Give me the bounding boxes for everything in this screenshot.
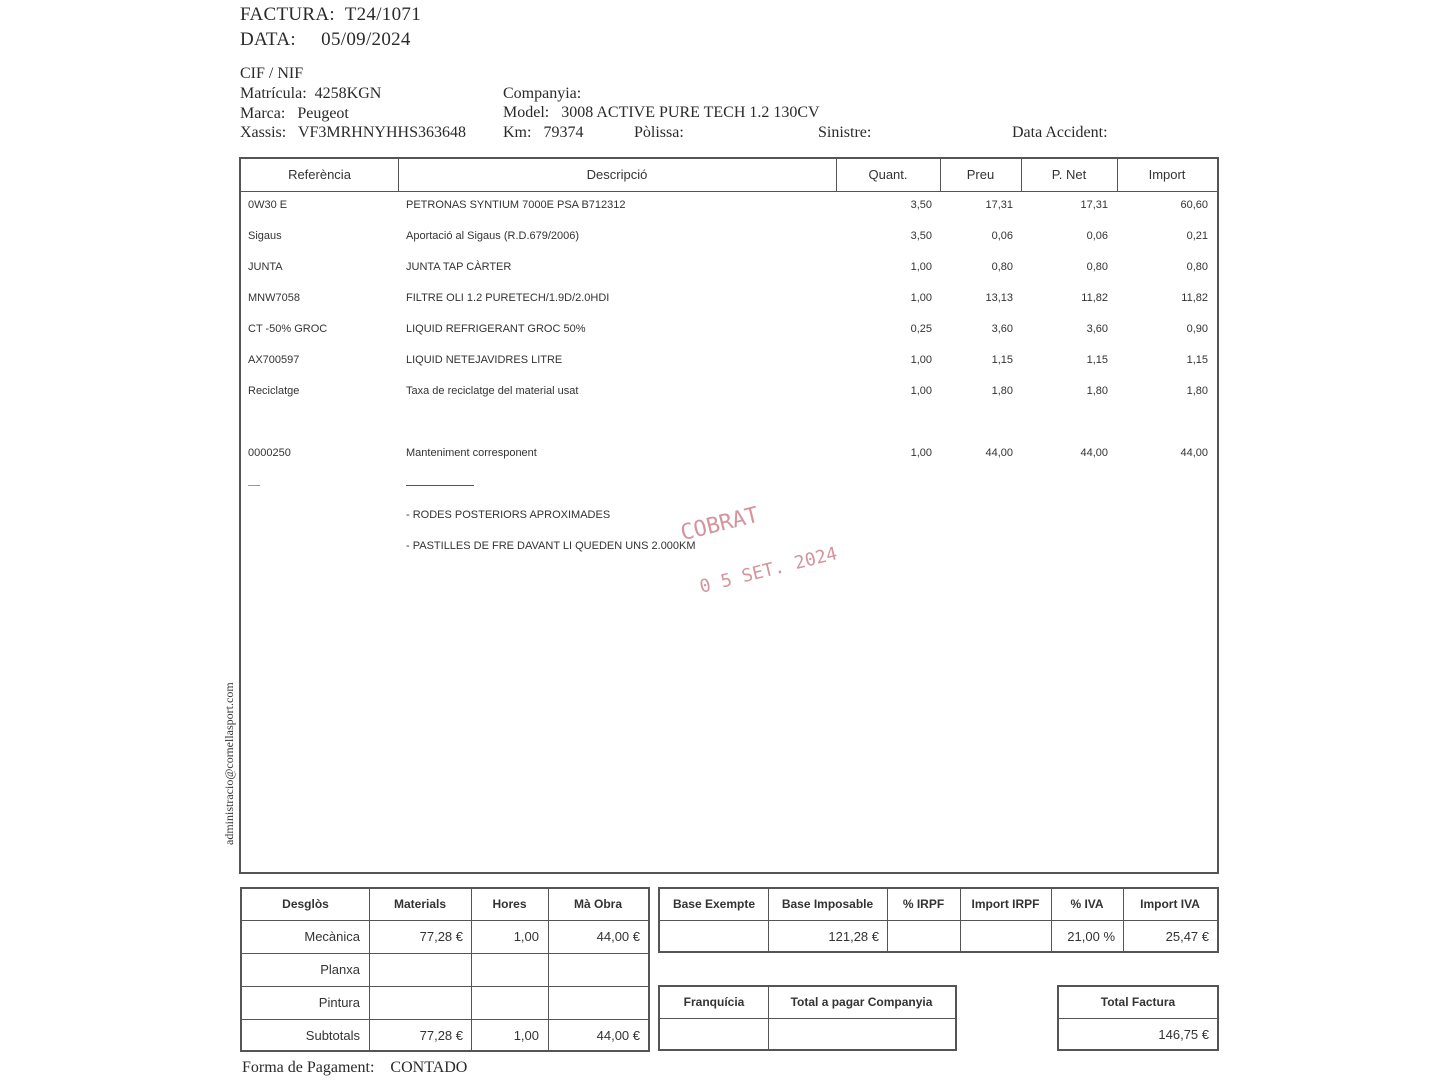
- row-pnet: 0,80: [1086, 261, 1108, 273]
- breakdown-table: [240, 887, 650, 1052]
- marca-label: Marca:: [240, 105, 286, 122]
- paid-stamp: COBRAT: [678, 502, 762, 547]
- row-quant: 1,00: [910, 292, 932, 304]
- row-preu: 0,06: [991, 230, 1013, 242]
- row-pnet: 0,06: [1086, 230, 1108, 242]
- col-divider: [471, 889, 472, 1050]
- row-quant: 1,00: [910, 385, 932, 397]
- row-divider: [242, 920, 648, 921]
- row-quant: 3,50: [910, 230, 932, 242]
- row-ref: 0000250: [248, 447, 291, 459]
- note-line: - RODES POSTERIORS APROXIMADES: [406, 509, 611, 521]
- row-ref: CT -50% GROC: [248, 323, 328, 335]
- payment-label: Forma de Pagament:: [242, 1059, 375, 1076]
- breakdown-hores: 1,00: [513, 929, 539, 944]
- row-import: 1,15: [1186, 354, 1208, 366]
- breakdown-header: Hores: [492, 897, 527, 911]
- xassis: [240, 124, 466, 142]
- divider-line: [248, 485, 260, 486]
- breakdown-label: Pintura: [318, 995, 360, 1010]
- factura-number: T24/1071: [344, 4, 422, 25]
- col-divider: [548, 889, 549, 1050]
- row-import: 11,82: [1181, 292, 1208, 304]
- xassis-label: Xassis:: [240, 124, 287, 141]
- row-desc: Taxa de reciclatge del material usat: [406, 385, 579, 397]
- data-accident-label: Data Accident:: [1012, 124, 1108, 141]
- taxes-table: [658, 887, 1219, 953]
- row-desc: JUNTA TAP CÀRTER: [406, 261, 512, 273]
- breakdown-ma-obra: 44,00 €: [596, 929, 640, 944]
- header-pnet: P. Net: [1051, 167, 1087, 182]
- row-desc: LIQUID NETEJAVIDRES LITRE: [406, 354, 563, 366]
- row-desc: PETRONAS SYNTIUM 7000E PSA B712312: [406, 199, 626, 211]
- row-preu: 0,80: [991, 261, 1013, 273]
- tax-header: Import IRPF: [971, 897, 1040, 911]
- matricula: [240, 85, 381, 103]
- payment-method: [242, 1059, 467, 1077]
- row-pnet: 1,80: [1086, 385, 1108, 397]
- row-ref: AX700597: [248, 354, 300, 366]
- base-imposable-value: 121,28 €: [828, 929, 879, 944]
- factura-label: FACTURA:: [240, 4, 335, 25]
- breakdown-ma-obra: 44,00 €: [596, 1028, 640, 1043]
- row-desc: Aportació al Sigaus (R.D.679/2006): [406, 230, 580, 242]
- marca-value: Peugeot: [297, 105, 349, 122]
- tax-header: % IRPF: [902, 897, 945, 911]
- franquicia-header: Franquícia: [683, 995, 745, 1009]
- row-quant: 3,50: [910, 199, 932, 211]
- payment-value: CONTADO: [390, 1059, 468, 1076]
- row-import: 1,80: [1186, 385, 1208, 397]
- breakdown-label: Mecànica: [304, 929, 360, 944]
- polissa-label: Pòlissa:: [634, 124, 684, 141]
- row-desc: Manteniment corresponent: [406, 447, 537, 459]
- tax-header: Base Exempte: [672, 897, 756, 911]
- row-import: 0,21: [1186, 230, 1208, 242]
- row-divider: [242, 953, 648, 954]
- row-quant: 1,00: [910, 447, 932, 459]
- row-preu: 17,31: [985, 199, 1013, 211]
- row-import: 0,90: [1186, 323, 1208, 335]
- header-descripcio: Descripció: [586, 167, 648, 182]
- col-divider: [369, 889, 370, 1050]
- header-preu: Preu: [966, 167, 995, 182]
- row-preu: 1,80: [991, 385, 1013, 397]
- company-pay-table: [658, 985, 957, 1051]
- row-ref: 0W30 E: [248, 199, 288, 211]
- row-divider: [1059, 1018, 1217, 1019]
- model-value: 3008 ACTIVE PURE TECH 1.2 130CV: [561, 104, 820, 121]
- header-divider: [241, 191, 1217, 192]
- header-referencia: Referència: [288, 167, 351, 182]
- row-desc: FILTRE OLI 1.2 PURETECH/1.9D/2.0HDI: [406, 292, 610, 304]
- date-label: DATA:: [240, 29, 296, 50]
- row-import: 0,80: [1186, 261, 1208, 273]
- breakdown-label: Subtotals: [305, 1028, 360, 1043]
- km: [503, 124, 583, 142]
- stamp-date: 0 5 SET. 2024: [697, 543, 840, 598]
- row-divider: [242, 1019, 648, 1020]
- total-table: [1057, 985, 1219, 1051]
- note-line: - PASTILLES DE FRE DAVANT LI QUEDEN UNS 2.000KM: [406, 540, 696, 552]
- total-header: Total Factura: [1100, 995, 1176, 1009]
- breakdown-header: Desglòs: [282, 897, 329, 911]
- row-preu: 13,13: [985, 292, 1013, 304]
- divider-line: [406, 485, 474, 486]
- breakdown-header: Materials: [393, 897, 447, 911]
- breakdown-header: Mà Obra: [573, 897, 622, 911]
- row-pnet: 44,00: [1080, 447, 1108, 459]
- model-label: Model:: [503, 104, 550, 121]
- invoice-number: [240, 4, 421, 26]
- invoice-date: [240, 29, 411, 51]
- row-import: 60,60: [1180, 199, 1208, 211]
- row-quant: 1,00: [910, 261, 932, 273]
- row-desc: LIQUID REFRIGERANT GROC 50%: [406, 323, 586, 335]
- row-ref: MNW7058: [248, 292, 300, 304]
- km-value: 79374: [543, 124, 584, 141]
- row-preu: 3,60: [991, 323, 1013, 335]
- sinistre-label: Sinistre:: [818, 124, 872, 141]
- row-ref: Reciclatge: [248, 385, 300, 397]
- km-label: Km:: [503, 124, 532, 141]
- header-import: Import: [1148, 167, 1186, 182]
- row-quant: 0,25: [910, 323, 932, 335]
- date-value: 05/09/2024: [321, 29, 411, 50]
- xassis-value: VF3MRHNYHHS363648: [297, 124, 466, 141]
- breakdown-materials: 77,28 €: [419, 929, 463, 944]
- row-divider: [660, 920, 1217, 921]
- iva-import-value: 25,47 €: [1165, 929, 1209, 944]
- row-pnet: 1,15: [1086, 354, 1108, 366]
- row-ref: JUNTA: [248, 261, 283, 273]
- row-ref: Sigaus: [248, 230, 282, 242]
- matricula-value: 4258KGN: [314, 85, 382, 102]
- matricula-label: Matrícula:: [240, 85, 307, 102]
- row-preu: 1,15: [991, 354, 1013, 366]
- tax-header: % IVA: [1070, 897, 1104, 911]
- cif-label: CIF / NIF: [240, 65, 304, 82]
- breakdown-hores: 1,00: [513, 1028, 539, 1043]
- row-quant: 1,00: [910, 354, 932, 366]
- total-companyia-header: Total a pagar Companyia: [790, 995, 933, 1009]
- row-pnet: 17,31: [1080, 199, 1108, 211]
- tax-header: Base Imposable: [781, 897, 874, 911]
- row-preu: 44,00: [985, 447, 1013, 459]
- iva-percent-value: 21,00 %: [1067, 929, 1115, 944]
- row-divider: [242, 986, 648, 987]
- breakdown-label: Planxa: [320, 962, 360, 977]
- total-value: 146,75 €: [1158, 1027, 1209, 1042]
- row-pnet: 11,82: [1081, 292, 1108, 304]
- row-divider: [660, 1018, 955, 1019]
- row-pnet: 3,60: [1086, 323, 1108, 335]
- row-import: 44,00: [1180, 447, 1208, 459]
- tax-header: Import IVA: [1140, 897, 1200, 911]
- breakdown-materials: 77,28 €: [419, 1028, 463, 1043]
- side-email: administracio@cornellasport.com: [222, 682, 236, 845]
- model: [503, 104, 820, 122]
- header-quant: Quant.: [868, 167, 908, 182]
- companyia-label: Companyia:: [503, 85, 582, 102]
- marca: [240, 105, 349, 123]
